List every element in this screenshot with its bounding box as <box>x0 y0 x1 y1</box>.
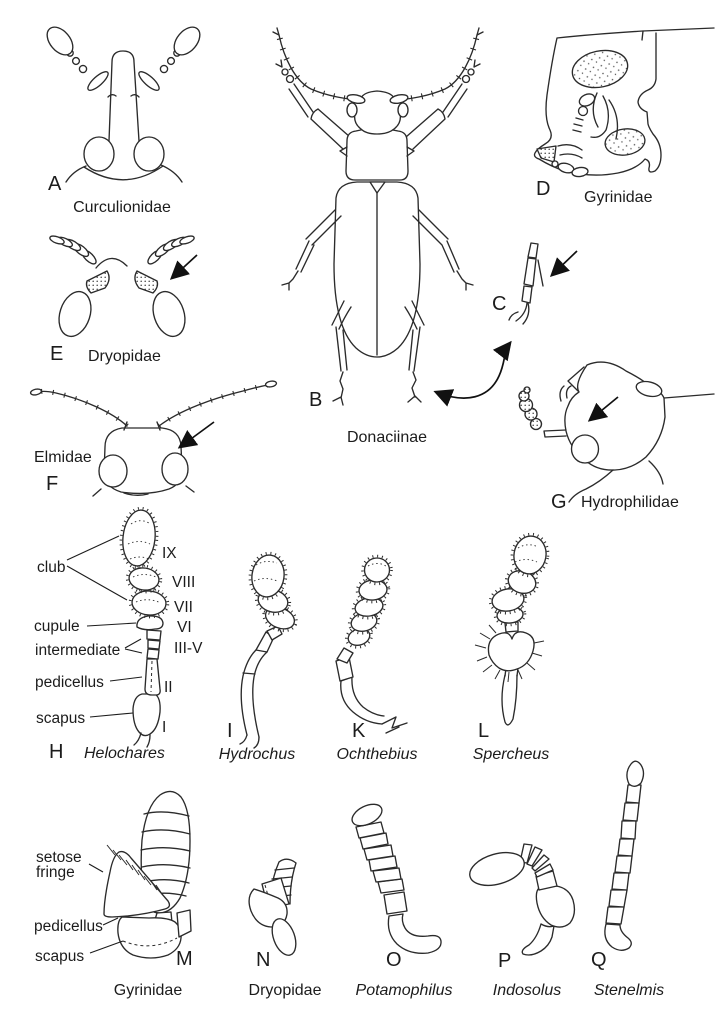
potamophilus-antenna-drawing <box>349 800 441 953</box>
label-panel-e-letter: E <box>50 343 64 365</box>
label-panel-l-letter: L <box>478 720 490 742</box>
panel-q-stenelmis <box>605 761 644 950</box>
label-segment-vi: VI <box>177 619 192 636</box>
leader-line-cupule <box>87 623 136 626</box>
label-scapus: scapus <box>36 710 86 727</box>
label-panel-n-name: Dryopidae <box>248 982 322 999</box>
panel-o-potamophilus <box>349 800 441 953</box>
weevil-head-drawing <box>42 22 205 182</box>
panel-n-dryopidae <box>249 859 300 958</box>
label-cupule: cupule <box>34 618 80 635</box>
dryopid-antennae-drawing <box>49 234 195 340</box>
helochares-antenna-drawing <box>118 506 169 747</box>
leader-line-intermediate <box>125 639 142 653</box>
label-segment-i: I <box>162 719 167 736</box>
label-panel-e-name: Dryopidae <box>88 348 161 365</box>
panel-p-indosolus <box>466 844 575 955</box>
elmid-head-drawing <box>30 380 277 496</box>
label-segment-viii: VIII <box>172 574 196 591</box>
gyrinid-head-drawing <box>535 28 715 178</box>
label-panel-f-name: Elmidae <box>34 449 92 466</box>
label-panel-q-name: Stenelmis <box>593 982 665 999</box>
label-segment-iii-v: III-V <box>174 640 203 657</box>
stenelmis-antenna-drawing <box>605 761 644 950</box>
arrow-dryopidae-pedicel <box>172 255 197 278</box>
label-panel-d-letter: D <box>536 178 551 200</box>
label-panel-o-name: Potamophilus <box>355 982 453 999</box>
label-panel-l-name: Spercheus <box>472 746 550 763</box>
label-pedicellus-m: pedicellus <box>34 918 103 935</box>
leader-line-pedicellus <box>110 677 142 681</box>
leader-line-setose-fringe <box>89 864 103 872</box>
panel-m-gyrinidae-antenna <box>89 791 191 958</box>
indosolus-antenna-drawing <box>466 844 575 955</box>
label-segment-ix: IX <box>162 545 177 562</box>
panel-f-elmidae <box>30 380 277 496</box>
panel-d-gyrinidae-head <box>535 28 715 178</box>
panel-e-dryopidae <box>49 234 197 340</box>
panel-i-hydrochus <box>240 551 300 748</box>
leader-line-scapus <box>90 713 133 717</box>
dryopid-antenna-drawing <box>249 859 300 958</box>
label-panel-f-letter: F <box>46 473 59 495</box>
label-panel-m-letter: M <box>176 948 193 970</box>
label-panel-m-name: Gyrinidae <box>113 982 183 999</box>
label-setose-fringe-line1: setose <box>36 849 82 866</box>
label-panel-d-name: Gyrinidae <box>584 189 653 206</box>
label-setose-fringe-line2: fringe <box>36 864 75 881</box>
hydrophilid-head-drawing <box>519 362 714 502</box>
label-panel-n-letter: N <box>256 949 271 971</box>
label-club: club <box>37 559 66 576</box>
panel-k-ochthebius <box>336 556 407 733</box>
label-segment-vii: VII <box>174 599 193 616</box>
arrow-elmidae-antenna-base <box>180 422 214 447</box>
label-panel-k-letter: K <box>352 720 366 742</box>
panel-b-donaciinae <box>273 28 483 405</box>
label-panel-h-name: Helochares <box>84 745 165 762</box>
panel-g-hydrophilidae <box>519 362 714 502</box>
label-panel-a-letter: A <box>48 173 62 195</box>
label-panel-q-letter: Q <box>591 949 607 971</box>
label-panel-i-letter: I <box>227 720 233 742</box>
spercheus-antenna-drawing <box>475 531 551 725</box>
tarsus-drawing <box>509 243 543 324</box>
label-pedicellus: pedicellus <box>35 674 104 691</box>
ochthebius-antenna-drawing <box>336 556 407 733</box>
label-scapus-m: scapus <box>35 948 85 965</box>
leader-line-pedicellus-m <box>103 918 118 925</box>
label-panel-h-letter: H <box>49 741 64 763</box>
label-panel-a-name: Curculionidae <box>73 199 171 216</box>
label-panel-b-letter: B <box>309 389 323 411</box>
arrow-tarsus-detail <box>552 251 577 275</box>
hydrochus-antenna-drawing <box>240 551 300 748</box>
label-panel-o-letter: O <box>386 949 402 971</box>
label-panel-p-name: Indosolus <box>492 982 562 999</box>
label-panel-g-name: Hydrophilidae <box>581 494 679 511</box>
arrow-tarsus-link <box>436 343 510 398</box>
label-panel-p-letter: P <box>498 950 512 972</box>
beetle-dorsal-drawing <box>273 28 483 405</box>
label-panel-c-letter: C <box>492 293 507 315</box>
leader-line-club <box>67 536 127 600</box>
gyrinid-antenna-drawing <box>104 791 191 958</box>
panel-l-spercheus <box>475 531 551 725</box>
leader-line-scapus-m <box>90 941 123 953</box>
label-panel-g-letter: G <box>551 491 567 513</box>
label-intermediate: intermediate <box>35 642 121 659</box>
label-panel-k-name: Ochthebius <box>336 746 418 763</box>
label-segment-ii: II <box>164 679 173 696</box>
label-panel-b-name: Donaciinae <box>346 429 428 446</box>
panel-a-curculionidae <box>42 22 205 182</box>
label-panel-i-name: Hydrochus <box>218 746 296 763</box>
